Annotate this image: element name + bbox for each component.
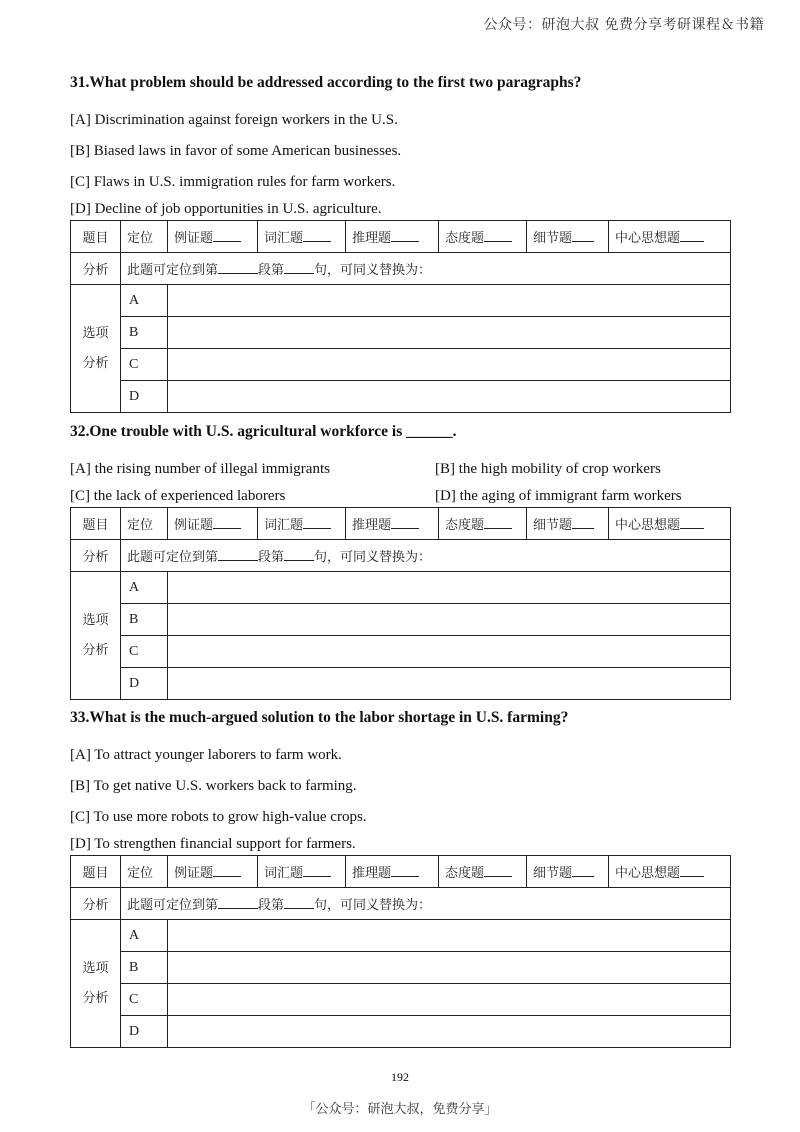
type-inference: 推理题 bbox=[346, 221, 439, 253]
label-question-top: 题目 bbox=[71, 508, 121, 540]
option-b: [B] the high mobility of crop workers bbox=[435, 461, 661, 477]
analysis-table bbox=[70, 855, 731, 1048]
option-c: [C] Flaws in U.S. immigration rules for farm workers. bbox=[70, 174, 396, 190]
label-question-bottom: 分析 bbox=[71, 540, 121, 572]
label-question-top: 题目 bbox=[71, 221, 121, 253]
type-attitude: 态度题 bbox=[439, 856, 527, 888]
label-locate: 定位 bbox=[121, 508, 168, 540]
type-inference: 推理题 bbox=[346, 508, 439, 540]
type-example: 例证题 bbox=[168, 221, 258, 253]
locate-sentence: 此题可定位到第 段第 句，可同义替换为： bbox=[121, 253, 731, 285]
label-question-bottom: 分析 bbox=[71, 888, 121, 920]
row-label-b: B bbox=[121, 604, 168, 636]
row-label-c: C bbox=[121, 349, 168, 381]
answer-cell-b[interactable] bbox=[168, 604, 731, 636]
analysis-table bbox=[70, 507, 731, 700]
answer-cell-b[interactable] bbox=[168, 952, 731, 984]
type-example: 例证题 bbox=[168, 508, 258, 540]
question-32 bbox=[70, 421, 730, 700]
option-d: [D] Decline of job opportunities in U.S. agriculture. bbox=[70, 201, 382, 217]
label-option-analysis: 选项 分析 bbox=[71, 572, 121, 700]
question-title: 32.One trouble with U.S. agricultural workforce is ______. bbox=[70, 423, 457, 440]
label-locate: 定位 bbox=[121, 856, 168, 888]
option-b: [B] To get native U.S. workers back to farming. bbox=[70, 778, 357, 794]
row-label-a: A bbox=[121, 920, 168, 952]
row-label-b: B bbox=[121, 952, 168, 984]
type-vocabulary: 词汇题 bbox=[258, 221, 346, 253]
row-label-c: C bbox=[121, 636, 168, 668]
footer-note: 「公众号：研泡大叔，免费分享」 bbox=[302, 1102, 498, 1117]
type-vocabulary: 词汇题 bbox=[258, 856, 346, 888]
answer-cell-a[interactable] bbox=[168, 920, 731, 952]
row-label-a: A bbox=[121, 285, 168, 317]
answer-cell-c[interactable] bbox=[168, 349, 731, 381]
answer-cell-a[interactable] bbox=[168, 285, 731, 317]
row-label-d: D bbox=[121, 668, 168, 700]
analysis-table bbox=[70, 220, 731, 413]
header-note: 公众号：研泡大叔 免费分享考研课程＆书籍 bbox=[483, 17, 764, 33]
type-inference: 推理题 bbox=[346, 856, 439, 888]
answer-cell-c[interactable] bbox=[168, 984, 731, 1016]
answer-cell-d[interactable] bbox=[168, 668, 731, 700]
answer-cell-a[interactable] bbox=[168, 572, 731, 604]
label-question-bottom: 分析 bbox=[71, 253, 121, 285]
row-label-d: D bbox=[121, 381, 168, 413]
option-d: [D] the aging of immigrant farm workers bbox=[435, 488, 682, 504]
option-c: [C] To use more robots to grow high-value crops. bbox=[70, 809, 367, 825]
type-main-idea: 中心思想题 bbox=[609, 856, 731, 888]
type-vocabulary: 词汇题 bbox=[258, 508, 346, 540]
type-example: 例证题 bbox=[168, 856, 258, 888]
option-b: [B] Biased laws in favor of some American businesses. bbox=[70, 143, 402, 159]
option-a: [A] the rising number of illegal immigrants bbox=[70, 461, 330, 477]
option-a: [A] Discrimination against foreign workers in the U.S. bbox=[70, 112, 398, 128]
type-detail: 细节题 bbox=[527, 221, 609, 253]
label-option-analysis: 选项 分析 bbox=[71, 285, 121, 413]
row-label-b: B bbox=[121, 317, 168, 349]
option-c: [C] the lack of experienced laborers bbox=[70, 488, 286, 504]
row-label-a: A bbox=[121, 572, 168, 604]
question-33 bbox=[70, 707, 730, 1048]
answer-cell-b[interactable] bbox=[168, 317, 731, 349]
label-question-top: 题目 bbox=[71, 856, 121, 888]
page-number: 192 bbox=[391, 1070, 409, 1084]
type-attitude: 态度题 bbox=[439, 508, 527, 540]
row-label-c: C bbox=[121, 984, 168, 1016]
type-main-idea: 中心思想题 bbox=[609, 508, 731, 540]
answer-cell-d[interactable] bbox=[168, 1016, 731, 1048]
question-31 bbox=[70, 72, 730, 413]
question-title: 31.What problem should be addressed according to the first two paragraphs? bbox=[70, 74, 582, 91]
answer-cell-c[interactable] bbox=[168, 636, 731, 668]
type-detail: 细节题 bbox=[527, 508, 609, 540]
locate-sentence: 此题可定位到第 段第 句，可同义替换为： bbox=[121, 888, 731, 920]
row-label-d: D bbox=[121, 1016, 168, 1048]
answer-cell-d[interactable] bbox=[168, 381, 731, 413]
locate-sentence: 此题可定位到第 段第 句，可同义替换为： bbox=[121, 540, 731, 572]
question-title: 33.What is the much-argued solution to the labor shortage in U.S. farming? bbox=[70, 709, 569, 726]
type-detail: 细节题 bbox=[527, 856, 609, 888]
label-option-analysis: 选项 分析 bbox=[71, 920, 121, 1048]
type-main-idea: 中心思想题 bbox=[609, 221, 731, 253]
option-d: [D] To strengthen financial support for farmers. bbox=[70, 836, 356, 852]
type-attitude: 态度题 bbox=[439, 221, 527, 253]
option-a: [A] To attract younger laborers to farm work. bbox=[70, 747, 342, 763]
label-locate: 定位 bbox=[121, 221, 168, 253]
